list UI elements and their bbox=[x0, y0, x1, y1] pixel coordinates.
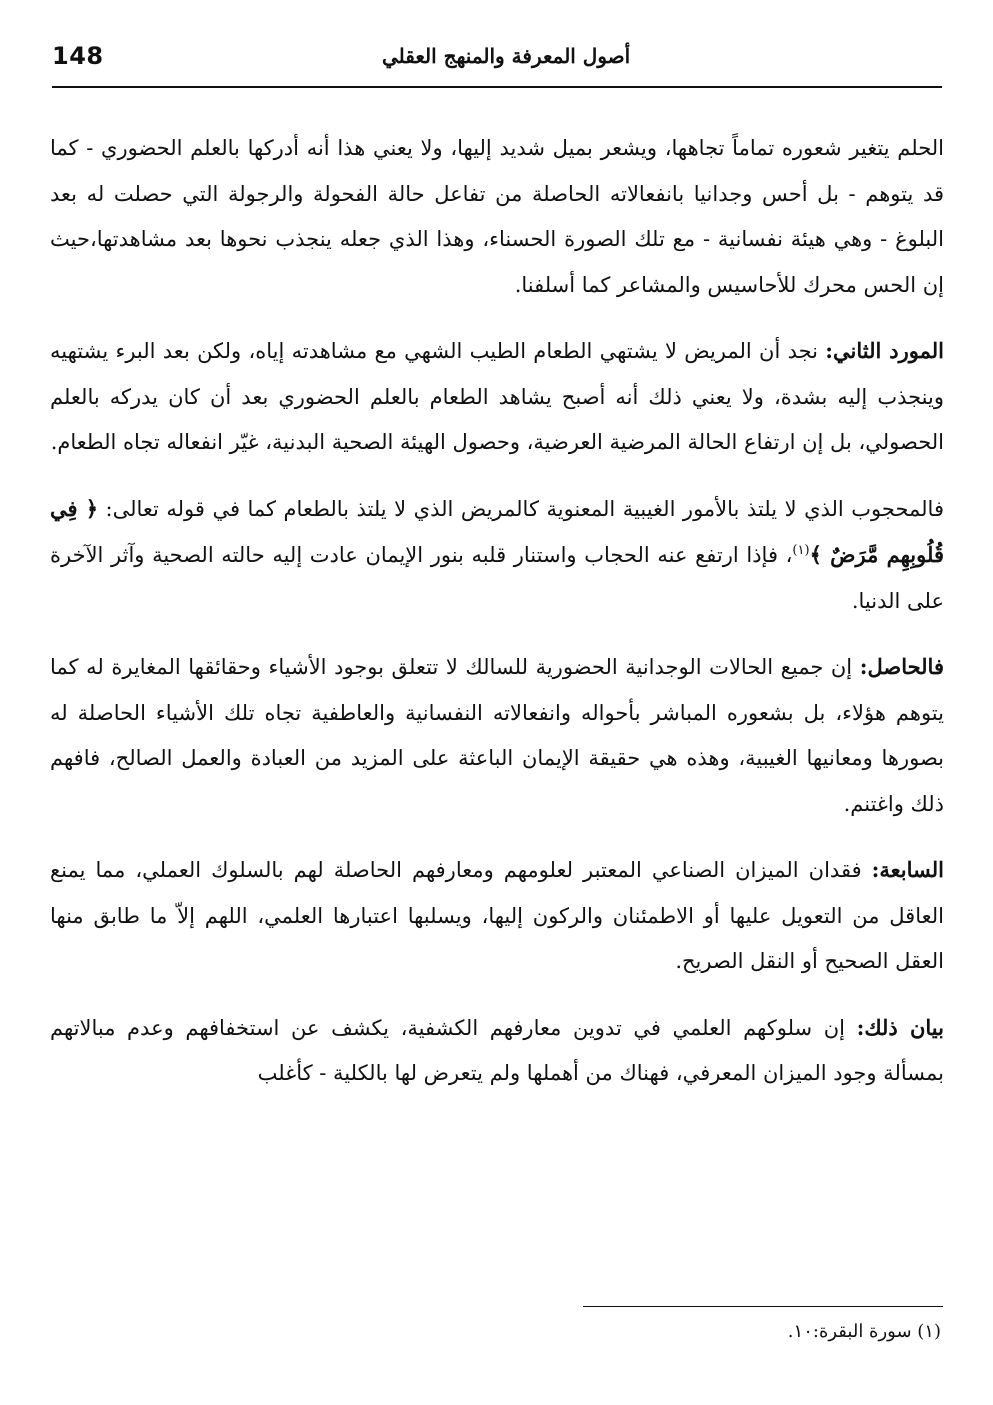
paragraph-text: الحلم يتغير شعوره تماماً تجاهها، ويشعر بميل شديد إليها، ولا يعني هذا أنه أدركها بالعلم الحضوري - كما قد يتوهم - بل أحس وجدانيا بانفعالاته الحاصلة من تفاعل حالة الفحولة والرجولة التي حصلت له بعد البلوغ - وهي هيئة نفسانية - مع تلك الصورة الحسناء، وهذا الذي جعله ينجذب نحوها بعد مشاهدتها،حيث إن الحس محرك للأحاسيس والمشاعر كما أسلفنا. bbox=[50, 136, 944, 297]
paragraph-lead: المورد الثاني: bbox=[825, 338, 944, 363]
paragraph-2 bbox=[50, 328, 944, 466]
page-number: 148 bbox=[52, 42, 104, 70]
paragraph-lead: السابعة: bbox=[871, 857, 944, 882]
paragraph-lead: بيان ذلك: bbox=[856, 1014, 944, 1040]
paragraph-5 bbox=[50, 847, 944, 985]
paragraph-1 bbox=[50, 126, 944, 308]
footnote-marker[interactable]: (١) bbox=[792, 543, 810, 558]
paragraph-text-after: ، فإذا ارتفع عنه الحجاب واستنار قلبه بنور الإيمان عادت إليه حالته الصحية وآثر الآخرة على الدنيا. bbox=[50, 543, 944, 613]
paragraph-text: إن جميع الحالات الوجدانية الحضورية للسالك لا تتعلق بوجود الأشياء وحقائقها المغايرة له كما يتوهم هؤلاء، بل بشعوره المباشر بأحواله وانفعالاته النفسانية والعاطفية تجاه تلك الأشياء الحاصلة له بصورها ومعانيها الغيبية، وهذه هي حقيقة الإيمان الباعثة على المزيد من العبادة والعمل الصالح، فافهم ذلك واغتنم. bbox=[50, 655, 944, 816]
running-title: أصول المعرفة والمنهج العقلي bbox=[382, 44, 631, 68]
page-header bbox=[52, 40, 942, 88]
paragraph-text: إن سلوكهم العلمي في تدوين معارفهم الكشفية، يكشف عن استخفافهم وعدم مبالاتهم بمسألة وجود الميزان المعرفي، فهناك من أهملها ولم يتعرض لها بالكلية - كأغلب bbox=[50, 1015, 944, 1085]
paragraph-text: فقدان الميزان الصناعي المعتبر لعلومهم ومعارفهم الحاصلة لهم بالسلوك العملي، مما يمنع العاقل من التعويل عليها أو الاطمئنان والركون إليها، ويسلبها اعتبارها العلمي، اللهم إلاّ ما طابق منها العقل الصحيح أو النقل الصريح. bbox=[50, 858, 944, 973]
paragraph-lead: فالحاصل: bbox=[859, 654, 944, 679]
footnote-divider bbox=[583, 1306, 943, 1307]
paragraph-text: نجد أن المريض لا يشتهي الطعام الطيب الشهي مع مشاهدته إياه، ولكن بعد البرء يشتهيه وينجذب إليه بشدة، ولا يعني ذلك أنه أصبح يشاهد الطعام بالعلم الحضوري بعد أن كان يدركه بالعلم الحصولي، بل إن ارتفاع الحالة المرضية العرضية، وحصول الهيئة الصحية البدنية، غيّر انفعاله تجاه الطعام. bbox=[50, 339, 944, 454]
body-text bbox=[50, 126, 944, 1097]
paragraph-3 bbox=[50, 486, 944, 625]
paragraph-text-before: فالمحجوب الذي لا يلتذ بالأمور الغيبية المعنوية كالمريض الذي لا يلتذ بالطعام كما في قوله تعالى: bbox=[98, 496, 944, 521]
paragraph-4 bbox=[50, 644, 944, 827]
paragraph-6 bbox=[50, 1005, 944, 1097]
footnote: (١) سورة البقرة:١٠. bbox=[787, 1321, 941, 1342]
quran-verse: ﴿ فِي قُلُوبِهِم مَّرَضٌ ﴾ bbox=[50, 495, 944, 567]
